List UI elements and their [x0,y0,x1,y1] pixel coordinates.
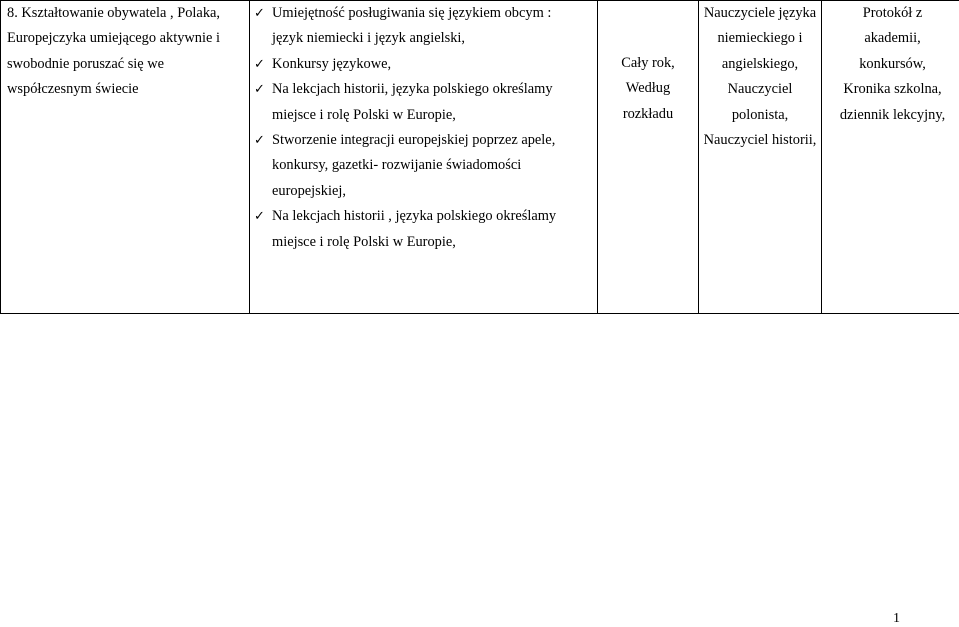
goal-line: 8. Kształtowanie obywatela , Polaka, [7,1,249,26]
responsible-cell [699,1,822,314]
check-icon: ✓ [254,1,265,26]
check-icon: ✓ [254,77,265,102]
responsible-line: niemieckiego i [699,26,821,51]
task-text: Stworzenie integracji europejskiej poprzez apele, [272,132,555,148]
check-icon: ✓ [254,204,265,229]
check-icon: ✓ [254,128,265,153]
goal-line: współczesnym świecie [7,77,249,102]
task-continuation: miejsce i rolę Polski w Europie, [250,230,597,255]
task-continuation: miejsce i rolę Polski w Europie, [250,103,597,128]
evidence-line: dziennik lekcyjny, [822,103,959,128]
task-text: Na lekcjach historii , języka polskiego określamy [272,208,556,224]
task-item [250,52,597,77]
responsible-line: Nauczyciele języka [699,1,821,26]
evidence-line: konkursów, [822,52,959,77]
goal-cell [1,1,250,314]
task-item [250,204,597,229]
task-continuation: europejskiej, [250,179,597,204]
tasks-cell [250,1,598,314]
responsible-line: Nauczyciel [699,77,821,102]
page-number: 1 [893,611,900,627]
task-text: Umiejętność posługiwania się językiem obcym : [272,5,551,21]
responsible-line: polonista, [699,103,821,128]
evidence-cell [822,1,959,314]
timeline-line: Cały rok, [598,51,698,76]
evidence-line: Kronika szkolna, [822,77,959,102]
timeline-cell [598,1,699,314]
task-item [250,1,597,26]
task-continuation: język niemiecki i język angielski, [250,26,597,51]
task-text: Na lekcjach historii, języka polskiego określamy [272,81,553,97]
task-text: Konkursy językowe, [272,56,391,72]
task-item [250,128,597,153]
task-item [250,77,597,102]
goal-line: Europejczyka umiejącego aktywnie i [7,26,249,51]
timeline-line: Według [598,76,698,101]
table-row [1,1,959,314]
responsible-line: Nauczyciel historii, [699,128,821,153]
timeline-line: rozkładu [598,102,698,127]
check-icon: ✓ [254,52,265,77]
responsible-line: angielskiego, [699,52,821,77]
goal-line: swobodnie poruszać się we [7,52,249,77]
task-continuation: konkursy, gazetki- rozwijanie świadomości [250,153,597,178]
evidence-line: Protokół z [822,1,959,26]
evidence-line: akademii, [822,26,959,51]
